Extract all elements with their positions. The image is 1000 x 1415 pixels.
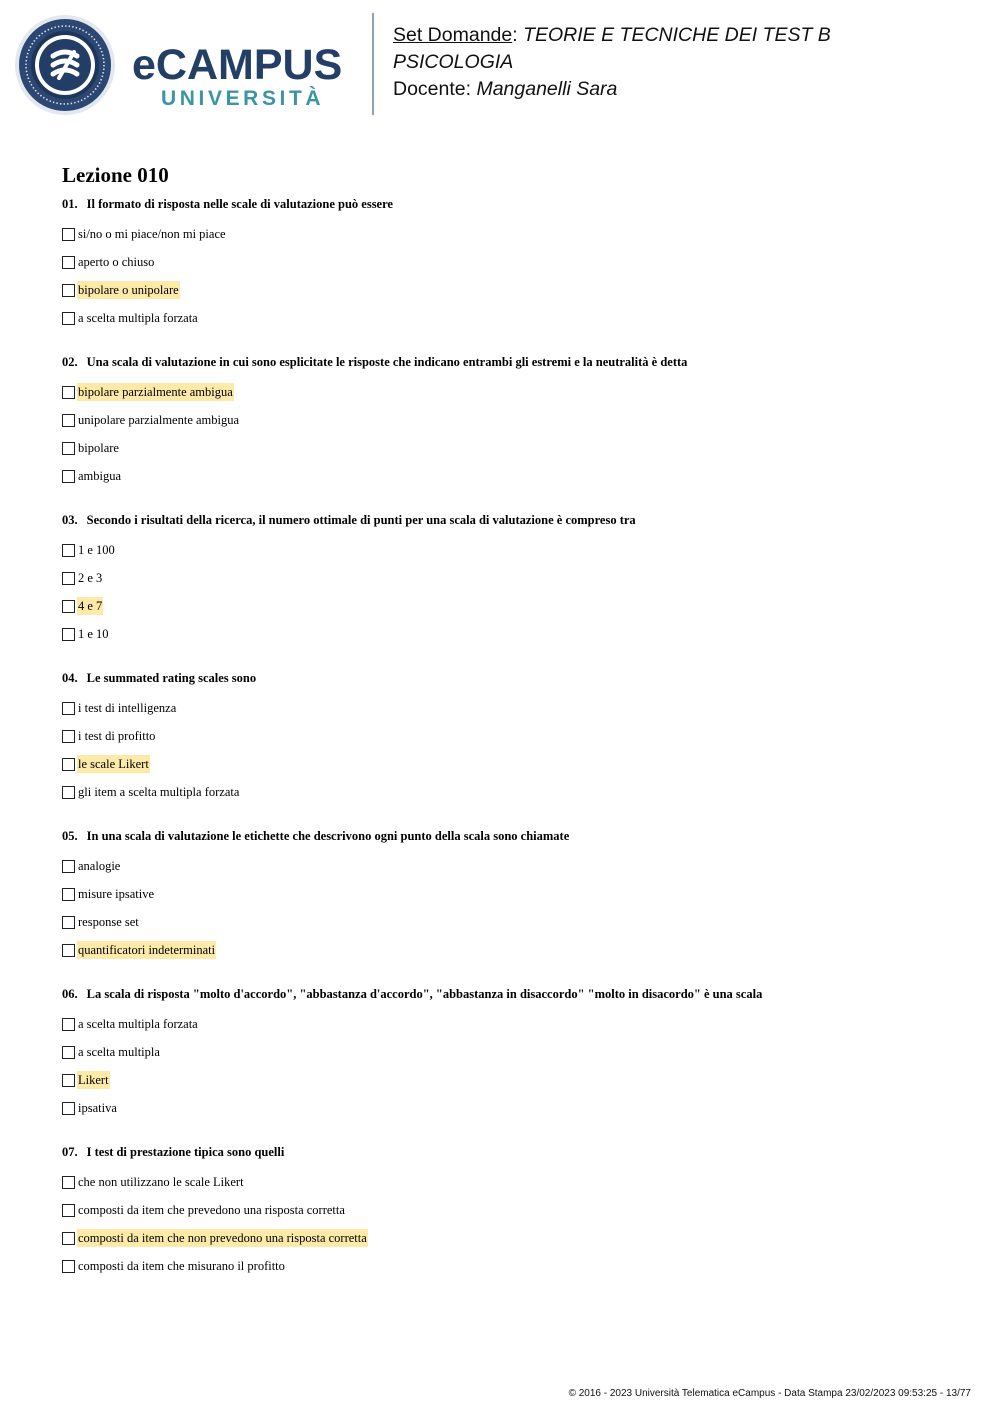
brand-name: eCAMPUS — [132, 41, 343, 89]
answer-option[interactable] — [62, 1224, 962, 1252]
answer-label: i test di intelligenza — [78, 701, 177, 715]
answer-checkbox[interactable] — [62, 944, 75, 957]
answer-checkbox[interactable] — [62, 916, 75, 929]
question-text — [62, 984, 962, 1004]
brand-wordmark — [132, 41, 343, 89]
answer-option[interactable] — [62, 564, 962, 592]
answer-option[interactable] — [62, 722, 962, 750]
answer-checkbox[interactable] — [62, 1074, 75, 1087]
answer-option[interactable] — [62, 220, 962, 248]
question-text — [62, 194, 962, 214]
answer-option[interactable] — [62, 936, 962, 964]
answer-checkbox[interactable] — [62, 442, 75, 455]
answer-checkbox[interactable] — [62, 702, 75, 715]
answer-checkbox[interactable] — [62, 1046, 75, 1059]
teacher-label: Docente: — [393, 78, 477, 100]
question-prompt: Le summated rating scales sono — [86, 671, 257, 685]
answer-checkbox[interactable] — [62, 1018, 75, 1031]
answer-label-highlighted: le scale Likert — [78, 757, 149, 771]
question-block — [62, 352, 962, 490]
question-text — [62, 510, 962, 530]
set-label: Set Domande — [393, 24, 513, 46]
header-divider — [372, 13, 374, 115]
answer-label: composti da item che misurano il profitto — [78, 1259, 285, 1273]
answer-label: 1 e 100 — [78, 543, 115, 557]
answer-option[interactable] — [62, 750, 962, 778]
question-prompt: Secondo i risultati della ricerca, il numero ottimale di punti per una scala di valutazione è compreso tra — [86, 513, 636, 527]
brand-subtitle: UNIVERSITÀ — [161, 87, 325, 110]
question-block — [62, 1142, 962, 1280]
answer-label: aperto o chiuso — [78, 255, 155, 269]
header-info — [393, 22, 953, 103]
answer-option[interactable] — [62, 248, 962, 276]
question-block — [62, 668, 962, 806]
answer-checkbox[interactable] — [62, 256, 75, 269]
answer-label: a scelta multipla — [78, 1045, 160, 1059]
answer-checkbox[interactable] — [62, 544, 75, 557]
question-number: 02. — [62, 355, 78, 369]
question-number: 07. — [62, 1145, 78, 1159]
answer-checkbox[interactable] — [62, 1232, 75, 1245]
answer-option[interactable] — [62, 462, 962, 490]
answer-label: misure ipsative — [78, 887, 155, 901]
answer-checkbox[interactable] — [62, 1176, 75, 1189]
answer-label: a scelta multipla forzata — [78, 1017, 198, 1031]
answer-option[interactable] — [62, 1168, 962, 1196]
question-block — [62, 194, 962, 332]
answer-label-highlighted: bipolare o unipolare — [78, 283, 179, 297]
answer-option[interactable] — [62, 304, 962, 332]
question-block — [62, 826, 962, 964]
question-prompt: La scala di risposta "molto d'accordo", "abbastanza d'accordo", "abbastanza in disaccordo" "molto in disacordo" è una scala — [86, 987, 763, 1001]
answer-option[interactable] — [62, 1010, 962, 1038]
question-number: 04. — [62, 671, 78, 685]
answer-checkbox[interactable] — [62, 470, 75, 483]
answer-option[interactable] — [62, 620, 962, 648]
answer-option[interactable] — [62, 592, 962, 620]
answer-checkbox[interactable] — [62, 600, 75, 613]
answer-label-highlighted: quantificatori indeterminati — [78, 943, 216, 957]
question-prompt: Una scala di valutazione in cui sono esplicitate le risposte che indicano entrambi gli estremi e la neutralità è detta — [86, 355, 688, 369]
set-separator: : — [512, 24, 524, 46]
answer-label: composti da item che prevedono una risposta corretta — [78, 1203, 345, 1217]
lesson-title: Lezione 010 — [62, 163, 169, 187]
question-prompt: I test di prestazione tipica sono quelli — [86, 1145, 285, 1159]
page-header — [0, 0, 1000, 130]
answer-option[interactable] — [62, 694, 962, 722]
teacher-value: Manganelli Sara — [476, 78, 618, 100]
answer-label: che non utilizzano le scale Likert — [78, 1175, 244, 1189]
answer-option[interactable] — [62, 434, 962, 462]
answer-option[interactable] — [62, 1196, 962, 1224]
answer-option[interactable] — [62, 1094, 962, 1122]
answer-checkbox[interactable] — [62, 1102, 75, 1115]
answer-label: ambigua — [78, 469, 122, 483]
question-text — [62, 1142, 962, 1162]
answer-checkbox[interactable] — [62, 312, 75, 325]
question-list — [62, 194, 962, 1300]
answer-option[interactable] — [62, 852, 962, 880]
answer-checkbox[interactable] — [62, 1204, 75, 1217]
answer-label: 1 e 10 — [78, 627, 109, 641]
answer-option[interactable] — [62, 908, 962, 936]
question-number: 03. — [62, 513, 78, 527]
question-block — [62, 984, 962, 1122]
question-prompt: Il formato di risposta nelle scale di valutazione può essere — [86, 197, 393, 211]
question-text — [62, 352, 962, 372]
answer-checkbox[interactable] — [62, 888, 75, 901]
answer-checkbox[interactable] — [62, 228, 75, 241]
answer-label: bipolare — [78, 441, 119, 455]
answer-label: 2 e 3 — [78, 571, 103, 585]
question-text — [62, 668, 962, 688]
answer-checkbox[interactable] — [62, 1260, 75, 1273]
question-number: 01. — [62, 197, 78, 211]
teacher-line — [393, 76, 953, 103]
answer-option[interactable] — [62, 406, 962, 434]
set-line — [393, 22, 953, 76]
answer-label: unipolare parzialmente ambigua — [78, 413, 240, 427]
answer-option[interactable] — [62, 1252, 962, 1280]
answer-option[interactable] — [62, 276, 962, 304]
answer-option[interactable] — [62, 778, 962, 806]
answer-label: ipsativa — [78, 1101, 117, 1115]
answer-label: analogie — [78, 859, 121, 873]
answer-checkbox[interactable] — [62, 786, 75, 799]
question-prompt: In una scala di valutazione le etichette che descrivono ogni punto della scala sono chiamate — [86, 829, 570, 843]
question-number: 06. — [62, 987, 78, 1001]
answer-checkbox[interactable] — [62, 860, 75, 873]
answer-option[interactable] — [62, 536, 962, 564]
answer-label-highlighted: Likert — [78, 1073, 109, 1087]
answer-option[interactable] — [62, 1066, 962, 1094]
answer-label: a scelta multipla forzata — [78, 311, 198, 325]
answer-checkbox[interactable] — [62, 386, 75, 399]
answer-label-highlighted: bipolare parzialmente ambigua — [78, 385, 233, 399]
answer-label: si/no o mi piace/non mi piace — [78, 227, 226, 241]
answer-checkbox[interactable] — [62, 758, 75, 771]
page-footer: © 2016 - 2023 Università Telematica eCampus - Data Stampa 23/02/2023 09:53:25 - 13/77 — [568, 1388, 971, 1399]
answer-checkbox[interactable] — [62, 730, 75, 743]
answer-option[interactable] — [62, 1038, 962, 1066]
answer-label: gli item a scelta multipla forzata — [78, 785, 240, 799]
answer-label: response set — [78, 915, 139, 929]
question-number: 05. — [62, 829, 78, 843]
question-text — [62, 826, 962, 846]
answer-label-highlighted: composti da item che non prevedono una risposta corretta — [78, 1231, 367, 1245]
answer-checkbox[interactable] — [62, 284, 75, 297]
answer-checkbox[interactable] — [62, 414, 75, 427]
answer-option[interactable] — [62, 880, 962, 908]
answer-checkbox[interactable] — [62, 628, 75, 641]
answer-label-highlighted: 4 e 7 — [78, 599, 103, 613]
set-value: TEORIE E TECNICHE DEI TEST B PSICOLOGIA — [393, 24, 831, 73]
answer-option[interactable] — [62, 378, 962, 406]
answer-label: i test di profitto — [78, 729, 156, 743]
answer-checkbox[interactable] — [62, 572, 75, 585]
ecampus-seal-logo — [14, 14, 116, 116]
question-block — [62, 510, 962, 648]
